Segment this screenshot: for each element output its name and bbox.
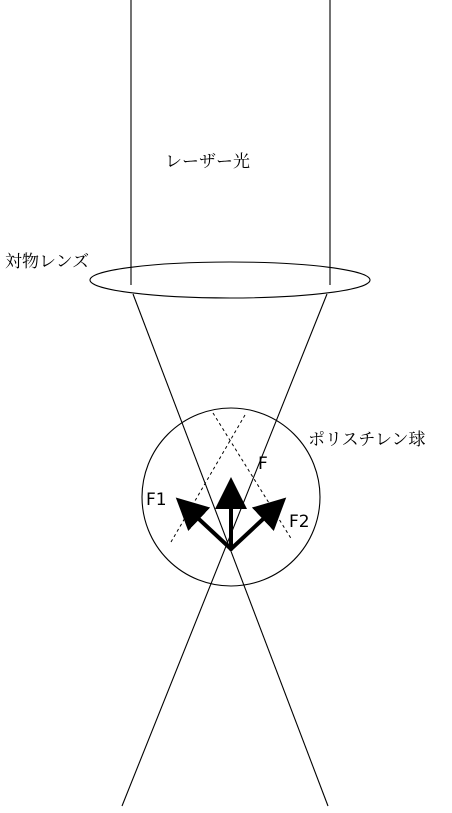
force-total-label: F <box>258 454 268 474</box>
objective-lens <box>90 262 370 298</box>
ray-right-to-left <box>122 294 327 806</box>
refracted-ray-left <box>171 415 245 542</box>
refracted-ray-right <box>213 413 292 540</box>
force-arrow-f1 <box>186 507 231 549</box>
polystyrene-sphere-label: ポリスチレン球 <box>308 430 426 450</box>
force-arrow-f2 <box>231 507 276 549</box>
laser-label: レーザー光 <box>165 152 250 172</box>
force-1-label: F1 <box>146 490 167 510</box>
force-2-label: F2 <box>289 512 310 532</box>
objective-lens-label: 対物レンズ <box>5 252 90 272</box>
